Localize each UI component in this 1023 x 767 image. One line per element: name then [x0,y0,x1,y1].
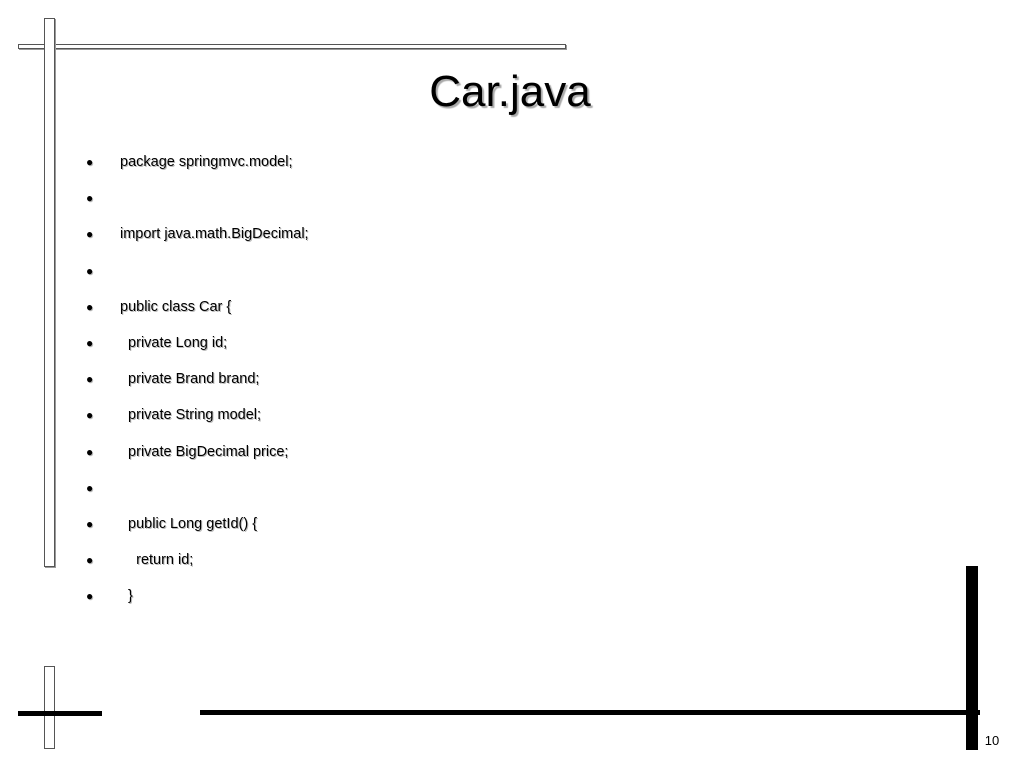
code-line-text: package springmvc.model; [120,154,293,171]
code-bullet-list [86,144,309,614]
bullet-icon: ● [86,372,94,387]
code-line [86,361,309,397]
bullet-icon: ● [86,227,94,242]
code-line [86,578,309,614]
code-line-text: private BigDecimal price; [120,443,289,460]
code-line [86,144,309,180]
bullet-icon: ● [86,191,94,206]
code-line [86,470,309,506]
code-line [86,434,309,470]
code-line [86,397,309,433]
frame-bottom-left-vertical [44,666,55,749]
bullet-icon: ● [86,589,94,604]
bullet-icon: ● [86,553,94,568]
code-line-text: private Brand brand; [120,371,260,388]
frame-bottom-line [200,710,980,715]
code-line [86,253,309,289]
code-line [86,289,309,325]
code-line-text: return id; [120,552,194,569]
frame-bottom-left-horizontal [18,711,102,716]
code-line [86,216,309,252]
bullet-icon: ● [86,336,94,351]
bullet-icon: ● [86,299,94,314]
frame-left-line [44,18,55,567]
frame-top-line [18,44,566,49]
page-number: 10 [984,733,1000,748]
bullet-icon: ● [86,480,94,495]
bullet-icon: ● [86,408,94,423]
code-line [86,542,309,578]
code-line-text: private Long id; [120,335,228,352]
code-line-text: public Long getId() { [120,515,258,532]
bullet-icon: ● [86,263,94,278]
bullet-icon: ● [86,155,94,170]
slide-title: Car.java [429,67,591,116]
bullet-icon: ● [86,444,94,459]
code-line-text: import java.math.BigDecimal; [120,226,309,243]
code-line-text: private String model; [120,407,262,424]
code-line [86,180,309,216]
code-line [86,325,309,361]
bullet-icon: ● [86,516,94,531]
code-line-text: public class Car { [120,298,232,315]
code-line [86,506,309,542]
code-line-text: } [120,588,133,605]
frame-right-line [966,566,978,750]
